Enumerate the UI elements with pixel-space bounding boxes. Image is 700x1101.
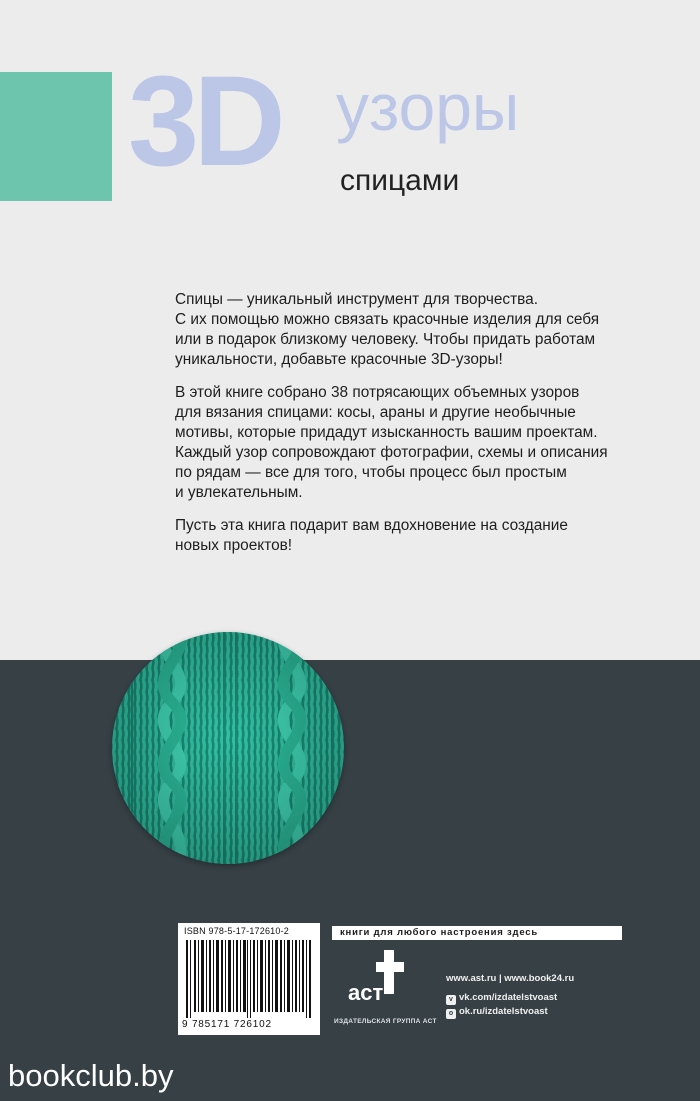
description bbox=[175, 290, 615, 569]
ok-link-row[interactable] bbox=[446, 1005, 574, 1019]
vk-link[interactable]: vk.com/izdatelstvoast bbox=[459, 992, 558, 1003]
barcode-number: 9 785171 726102 bbox=[182, 1019, 272, 1030]
ok-link[interactable]: ok.ru/izdatelstvoast bbox=[459, 1006, 548, 1017]
knit-pattern-image bbox=[112, 632, 344, 864]
slogan-bar bbox=[332, 926, 622, 940]
title-3d: 3D bbox=[128, 50, 280, 193]
vk-icon: v bbox=[446, 995, 456, 1005]
publisher-links bbox=[446, 972, 574, 1019]
title-uzory: узоры bbox=[336, 70, 520, 144]
vk-link-row[interactable] bbox=[446, 991, 574, 1005]
accent-block bbox=[0, 72, 112, 201]
svg-text:аст: аст bbox=[348, 980, 384, 1005]
description-paragraph-2: В этой книге собрано 38 потрясающих объемных узоров для вязания спицами: косы, араны и другие необычные мотивы, которые придадут изысканность вашим проектам. Каждый узор сопровождают фотографии, схемы и описания по рядам — все для того, чтобы процесс был простым и увлекательным. bbox=[175, 384, 608, 501]
slogan-text: книги для любого настроения здесь bbox=[340, 927, 539, 938]
barcode bbox=[178, 923, 320, 1035]
barcode-bars bbox=[186, 940, 312, 1018]
ok-icon: o bbox=[446, 1009, 456, 1019]
title-spitsami: спицами bbox=[340, 164, 460, 197]
publisher-name: ИЗДАТЕЛЬСКАЯ ГРУППА АСТ bbox=[334, 1018, 437, 1025]
websites-link[interactable]: www.ast.ru | www.book24.ru bbox=[446, 973, 575, 984]
site-watermark: bookclub.by bbox=[8, 1058, 174, 1093]
description-paragraph-3: Пусть эта книга подарит вам вдохновение на создание новых проектов! bbox=[175, 517, 568, 554]
isbn-label: ISBN 978-5-17-172610-2 bbox=[184, 926, 289, 936]
dark-band bbox=[0, 660, 700, 1101]
ast-logo bbox=[342, 946, 412, 1016]
description-paragraph-1: Спицы — уникальный инструмент для творчества. С их помощью можно связать красочные изделия для себя или в подарок близкому человеку. Чтобы придать работам уникальности, добавьте красочные 3D-узоры! bbox=[175, 291, 600, 368]
